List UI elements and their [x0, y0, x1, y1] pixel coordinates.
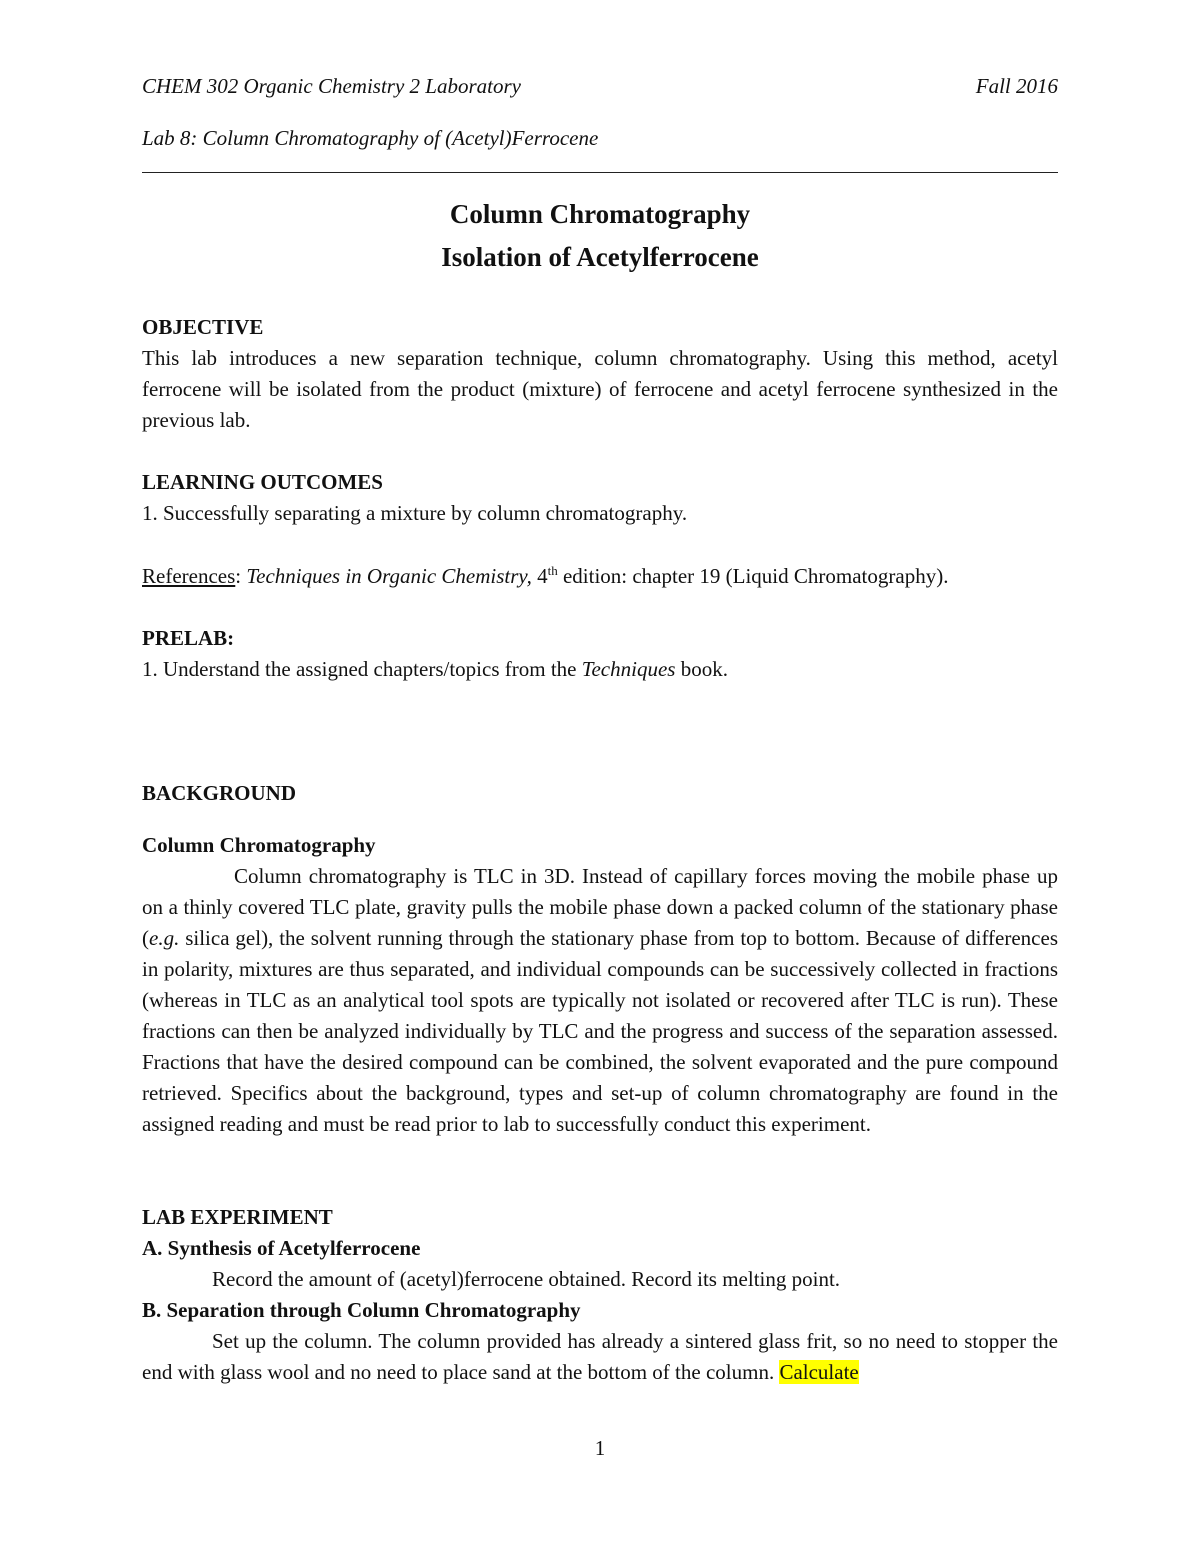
experiment-a-heading: A. Synthesis of Acetylferrocene — [142, 1236, 421, 1260]
page-number: 1 — [594, 1436, 606, 1460]
background-eg: e.g. — [149, 926, 180, 950]
background-heading: BACKGROUND — [142, 781, 297, 805]
experiment-a-text: Record the amount of (acetyl)ferrocene obtained. Record its melting point. — [212, 1267, 841, 1291]
experiment-heading: LAB EXPERIMENT — [142, 1205, 333, 1229]
background-p2: silica gel), the solvent running through the stationary phase from top to bottom. Because of differences in polarity, mixtures are thus separated, and individual compounds can be successively collected in fractions (whereas in TLC as an analytical tool spots are typically not isolated or recovered after TLC is run). These fractions can then be analyzed individually by TLC and the progress and success of the separation assessed. Fractions that have the desired compound can be combined, the solvent evaporated and the pure compound retrieved. Specifics about the background, types and set-up of column chromatography are found in the assigned reading and must be read prior to lab to successfully conduct this experiment. — [142, 926, 1058, 1136]
prelab-post: book. — [675, 657, 728, 681]
references-colon: : — [235, 564, 247, 588]
header-term: Fall 2016 — [975, 74, 1058, 98]
objective-text: This lab introduces a new separation technique, column chromatography. Using this method, acetyl ferrocene will be isolated from the product (mixture) of ferrocene and acetyl ferrocene synthesized in the previous lab. — [142, 346, 1058, 432]
experiment-b-text — [142, 1326, 1058, 1388]
references-line — [142, 561, 1058, 592]
experiment-b-heading: B. Separation through Column Chromatography — [142, 1298, 581, 1322]
prelab-heading: PRELAB: — [142, 626, 235, 650]
header-lab-title: Lab 8: Column Chromatography of (Acetyl)Ferrocene — [142, 126, 599, 150]
background-subheading: Column Chromatography — [142, 833, 376, 857]
prelab-book: Techniques — [581, 657, 676, 681]
references-edition-num: 4 — [531, 564, 548, 588]
references-label: References — [142, 564, 236, 588]
outcomes-item-1: 1. Successfully separating a mixture by column chromatography. — [142, 501, 688, 525]
doc-subtitle: Isolation of Acetylferrocene — [441, 242, 759, 272]
header-course: CHEM 302 Organic Chemistry 2 Laboratory — [142, 74, 521, 98]
references-rest: edition: chapter 19 (Liquid Chromatography). — [557, 564, 949, 588]
background-paragraph — [142, 861, 1058, 1140]
references-book: Techniques in Organic Chemistry, — [246, 564, 532, 588]
outcomes-heading: LEARNING OUTCOMES — [142, 470, 383, 494]
doc-title: Column Chromatography — [449, 199, 751, 229]
experiment-b-body: Set up the column. The column provided has already a sintered glass frit, so no need to stopper the end with glass wool and no need to place sand at the bottom of the column. — [142, 1329, 1058, 1384]
prelab-item-1 — [142, 654, 1058, 685]
references-edition-sup: th — [547, 563, 558, 578]
background-p1: Column chromatography is TLC in 3D. Instead of capillary forces moving the mobile phase up on a thinly covered TLC plate, gravity pulls the mobile phase down a packed column of the stationary phase ( — [142, 864, 1058, 950]
objective-heading: OBJECTIVE — [142, 315, 264, 339]
highlighted-word: Calculate — [779, 1360, 859, 1384]
prelab-pre: 1. Understand the assigned chapters/topics from the — [142, 657, 582, 681]
header-divider — [142, 172, 1058, 173]
